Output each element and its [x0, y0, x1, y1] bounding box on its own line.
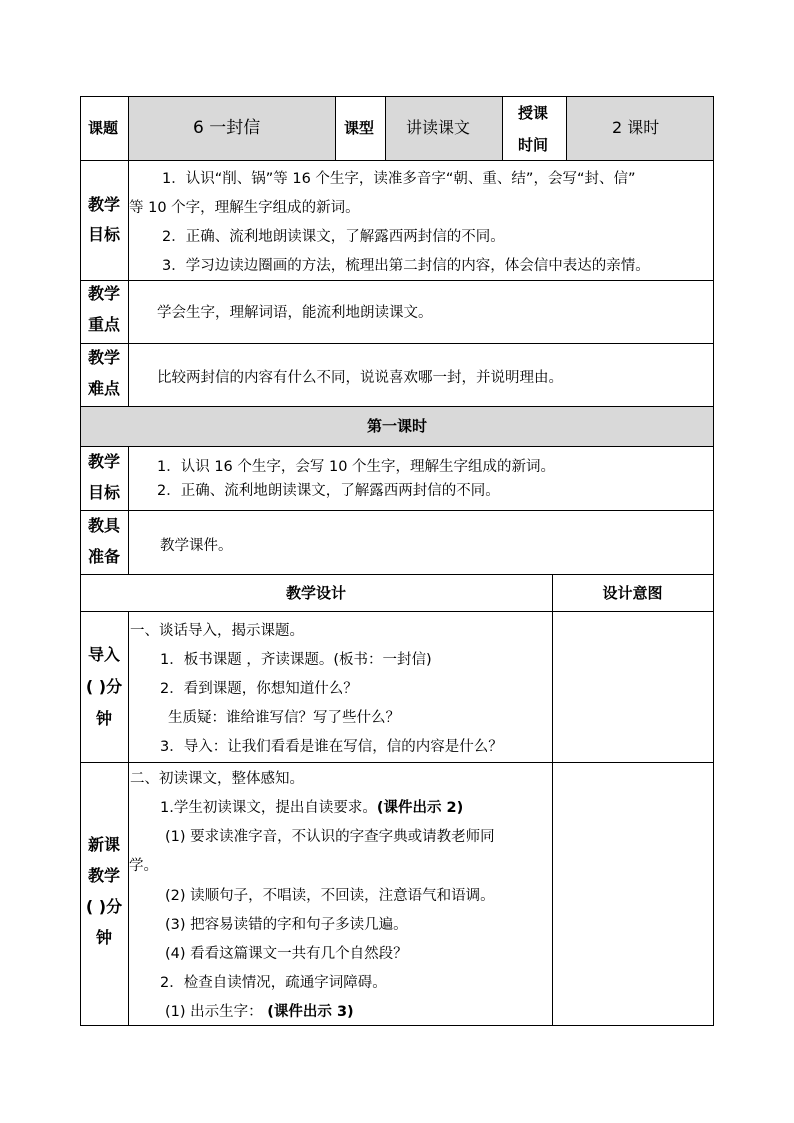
- row-sep: [80, 280, 714, 281]
- difficulties-label-2: 难点: [88, 379, 121, 398]
- border-right: [713, 96, 714, 1026]
- intro-label-2: ( )分: [85, 677, 123, 696]
- intent-header: 设计意图: [602, 584, 663, 602]
- time-label-2: 时间: [518, 136, 549, 154]
- newlesson-item-2-sub: [165, 1003, 354, 1021]
- newlesson-label-3: ( )分: [85, 897, 123, 916]
- courseware-ref: (课件出示 2): [376, 800, 464, 816]
- difficulties-text: 比较两封信的内容有什么不同，说说喜欢哪一封，并说明理由。: [157, 370, 563, 386]
- row-sep: [80, 510, 714, 511]
- row-sep: [80, 406, 714, 407]
- row-sep: [80, 446, 714, 447]
- keypoints-text: 学会生字，理解词语，能流利地朗读课文。: [157, 305, 433, 321]
- goal-line-3: 3．学习边读边圈画的方法，梳理出第二封信的内容，体会信中表达的亲情。: [162, 258, 650, 274]
- col-sep-header: [385, 96, 386, 160]
- row-sep: [80, 574, 714, 575]
- intro-line: 2．看到课题，你想知道什么？: [160, 681, 358, 697]
- type-value: 讲读课文: [406, 118, 471, 137]
- border-bottom: [80, 1025, 714, 1026]
- type-label: 课型: [344, 119, 375, 137]
- lesson1-goals-label-2: 目标: [88, 483, 121, 502]
- lesson1-goal-1: 1．认识 16 个生字，会写 10 个生字，理解生字组成的新词。: [157, 459, 556, 475]
- goal-line-2: 2．正确、流利地朗读课文，了解露西两封信的不同。: [162, 229, 505, 245]
- lesson1-goal-2: 2．正确、流利地朗读课文，了解露西两封信的不同。: [157, 483, 500, 499]
- newlesson-label-1: 新课: [87, 835, 120, 854]
- col-sep-label: [128, 96, 129, 407]
- goals-label-1: 教学: [88, 195, 121, 214]
- intro-line: 1．板书课题 ，齐读课题。(板书：一封信): [160, 652, 432, 668]
- col-sep-label: [128, 611, 129, 1026]
- time-label-1: 授课: [518, 104, 549, 122]
- intro-label-3: 钟: [95, 709, 112, 728]
- lesson1-goals-label-1: 教学: [88, 452, 121, 471]
- col-sep-header: [566, 96, 567, 160]
- difficulties-label-1: 教学: [88, 348, 121, 367]
- newlesson-sub-2: (2) 读顺句子，不唱读，不回读，注意语气和语调。: [165, 888, 495, 904]
- row-sep: [80, 160, 714, 161]
- intro-line: 生质疑：谁给谁写信？写了些什么？: [168, 710, 400, 726]
- border-left: [80, 96, 81, 1026]
- col-sep-intent: [552, 574, 553, 1026]
- tools-label-2: 准备: [88, 547, 121, 566]
- newlesson-sub-3: (3) 把容易读错的字和句子多读几遍。: [165, 917, 408, 933]
- courseware-ref: (课件出示 3): [267, 1004, 354, 1020]
- intro-line: 3．导入：让我们看看是谁在写信，信的内容是什么？: [160, 739, 503, 755]
- border-top: [80, 96, 714, 97]
- col-sep-header: [335, 96, 336, 160]
- newlesson-sub-4: (4) 看看这篇课文一共有几个自然段？: [165, 946, 408, 962]
- row-sep: [80, 343, 714, 344]
- col-sep-header: [502, 96, 503, 160]
- newlesson-heading: 二、初读课文，整体感知。: [130, 771, 304, 787]
- keypoints-label-1: 教学: [88, 284, 121, 303]
- row-sep: [80, 762, 714, 763]
- newlesson-label-4: 钟: [95, 928, 112, 947]
- newlesson-sub-1a: (1) 要求读准字音，不认识的字查字典或请教老师同: [165, 829, 495, 845]
- topic-value: 6 一封信: [193, 118, 261, 138]
- goals-label-2: 目标: [88, 225, 121, 244]
- tools-label-1: 教具: [88, 516, 121, 535]
- intro-line: 一、谈话导入，揭示课题。: [130, 623, 304, 639]
- design-header: 教学设计: [285, 584, 346, 602]
- intro-label-1: 导入: [87, 645, 120, 664]
- newlesson-label-2: 教学: [87, 866, 120, 885]
- goal-line-1: 1．认识“削、锅”等 16 个生字，读准多音字“朝、重、结”，会写“封、信”: [162, 171, 636, 187]
- keypoints-label-2: 重点: [88, 315, 121, 334]
- goal-line-1b: 等 10 个字，理解生字组成的新词。: [129, 200, 360, 216]
- newlesson-item-2-sub-text: (1) 出示生字：: [165, 1004, 263, 1020]
- tools-text: 教学课件。: [160, 538, 233, 554]
- time-value: 2 课时: [612, 118, 660, 137]
- newlesson-item-1-text: 1.学生初读课文，提出自读要求。: [160, 800, 377, 816]
- newlesson-item-2: 2．检查自读情况，疏通字词障碍。: [160, 975, 387, 991]
- lesson1-title: 第一课时: [366, 417, 427, 435]
- newlesson-sub-1b: 学。: [129, 858, 158, 874]
- row-sep: [80, 611, 714, 612]
- col-sep-label: [128, 446, 129, 575]
- topic-label: 课题: [88, 119, 119, 137]
- newlesson-item-1: [160, 799, 463, 817]
